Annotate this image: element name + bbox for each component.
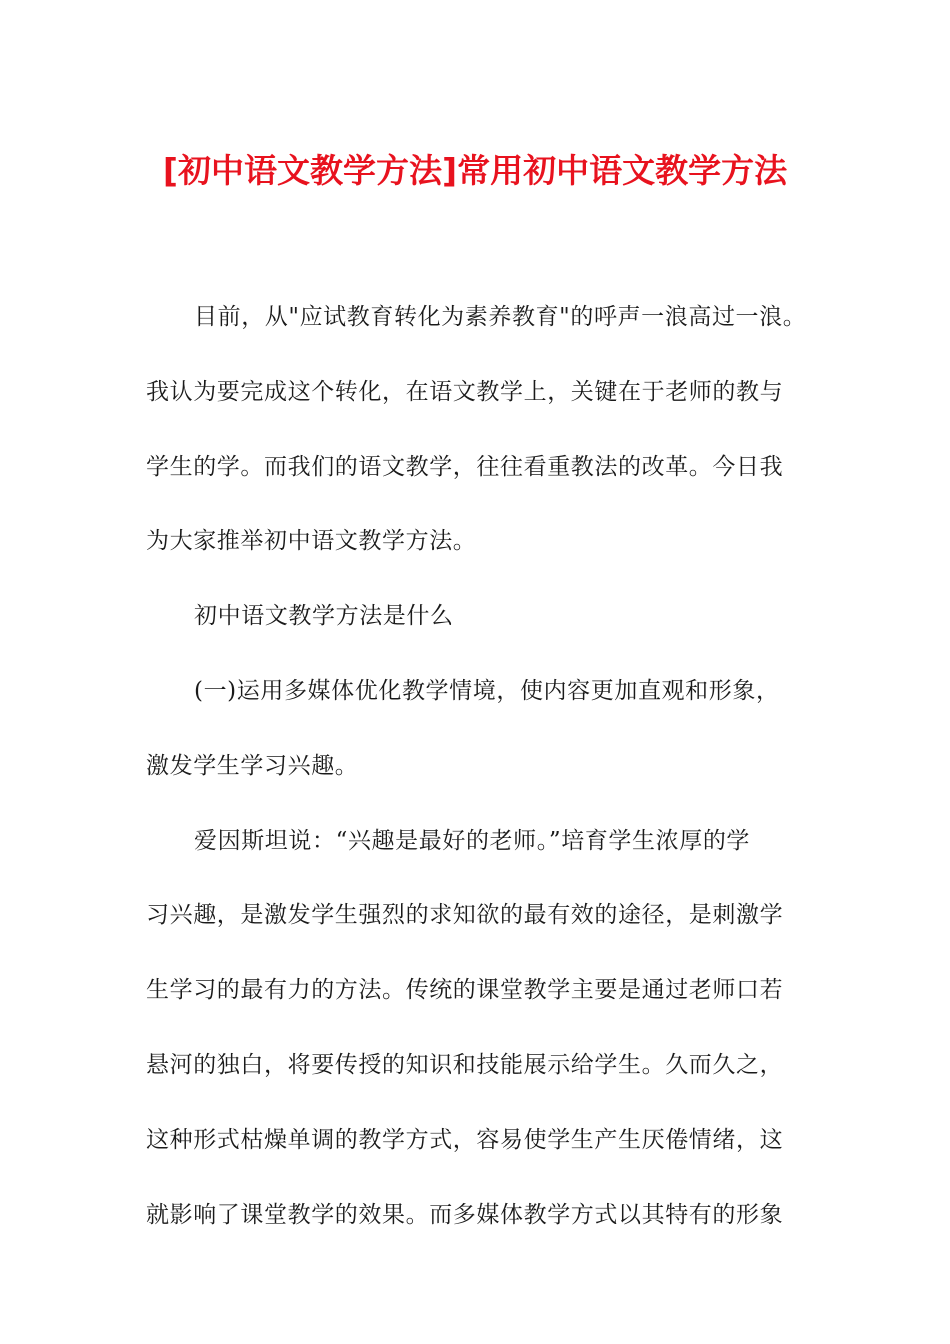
- paragraph-line: 目前，从"应试教育转化为素养教育"的呼声一浪高过一浪。: [194, 304, 807, 330]
- paragraph-intro: [146, 280, 807, 579]
- paragraph-line: 生学习的最有力的方法。传统的课堂教学主要是通过老师口若: [146, 977, 784, 1004]
- paragraph-line: 激发学生学习兴趣。: [146, 752, 359, 779]
- paragraph-line: 习兴趣，是激发学生强烈的求知欲的最有效的途径，是刺激学: [146, 902, 784, 929]
- paragraph-line: (一)运用多媒体优化教学情境，使内容更加直观和形象，: [194, 677, 780, 704]
- subsection-heading: [146, 654, 796, 804]
- paragraph-line: 初中语文教学方法是什么: [194, 603, 454, 630]
- document-body: [146, 280, 807, 1252]
- paragraph-body: [146, 804, 796, 1253]
- section-heading: [146, 579, 796, 654]
- paragraph-line: 学生的学。而我们的语文教学，往往看重教法的改革。今日我: [146, 453, 784, 480]
- paragraph-line: 我认为要完成这个转化，在语文教学上，关键在于老师的教与: [146, 378, 784, 405]
- paragraph-line: 就影响了课堂教学的效果。而多媒体教学方式以其特有的形象: [146, 1201, 784, 1228]
- document-title: [初中语文教学方法]常用初中语文教学方法: [162, 151, 788, 190]
- paragraph-line: 这种形式枯燥单调的教学方式，容易使学生产生厌倦情绪，这: [146, 1126, 784, 1153]
- paragraph-line: 为大家推举初中语文教学方法。: [146, 528, 477, 555]
- paragraph-line: 爱因斯坦说：“兴趣是最好的老师。”培育学生浓厚的学: [194, 827, 751, 854]
- paragraph-line: 悬河的独白，将要传授的知识和技能展示给学生。久而久之，: [146, 1051, 784, 1078]
